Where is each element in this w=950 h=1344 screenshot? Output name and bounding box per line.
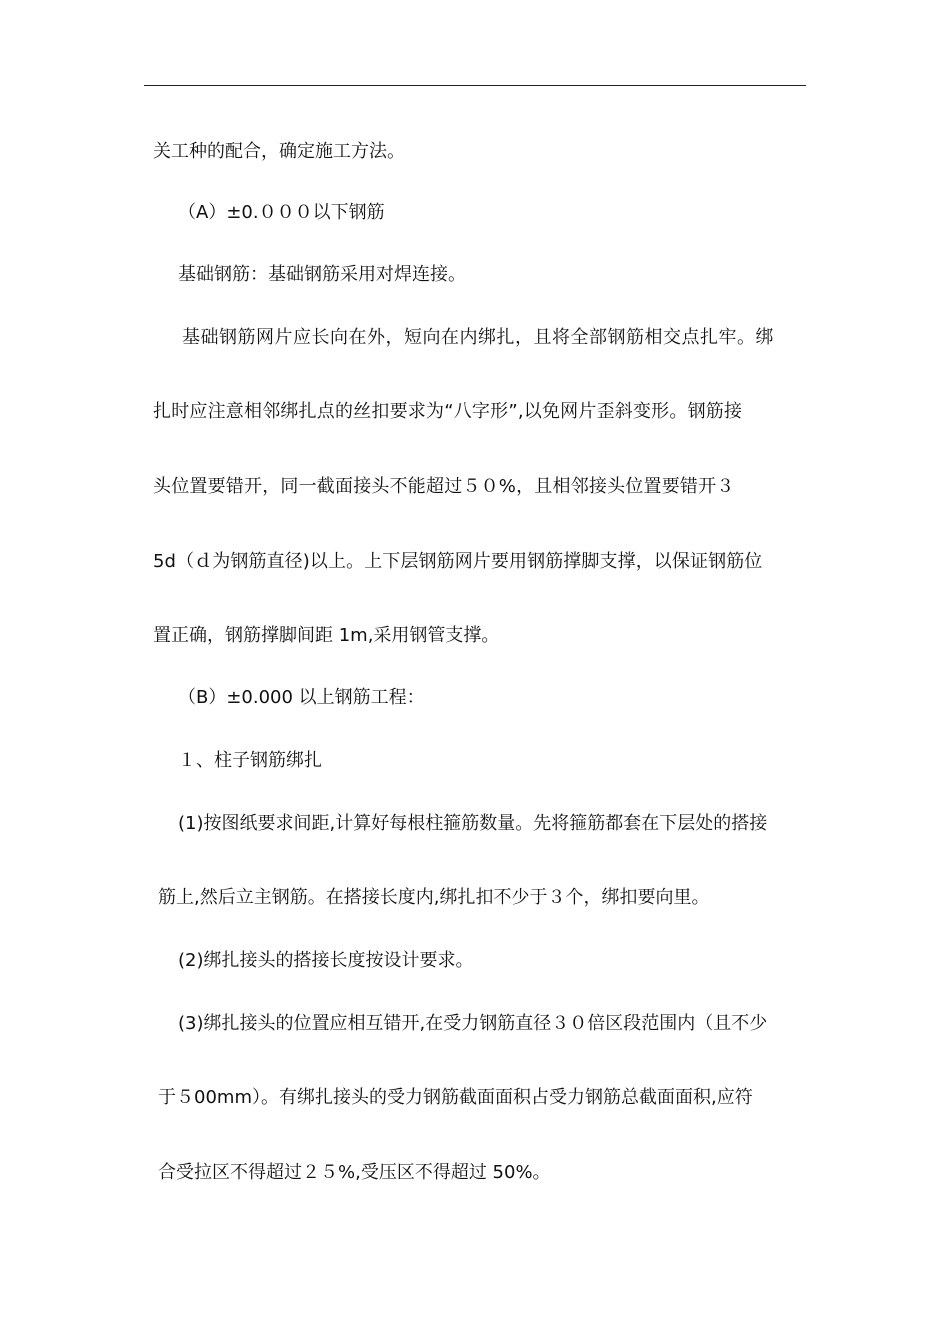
section-heading-b: （B）±0.000 以上钢筋工程：: [178, 687, 425, 708]
paragraph-line: 头位置要错开，同一截面接头不能超过５０%，且相邻接头位置要错开３: [153, 476, 735, 497]
section-heading-a: （A）±0.０００以下钢筋: [178, 202, 385, 223]
subsection-heading: １、柱子钢筋绑扎: [178, 750, 322, 771]
paragraph-line: 筋上,然后立主钢筋。在搭接长度内,绑扎扣不少于３个，绑扣要向里。: [158, 887, 710, 908]
paragraph-line: (3)绑扎接头的位置应相互错开,在受力钢筋直径３０倍区段范围内（且不少: [178, 1013, 768, 1034]
paragraph-line: 于５00mm）。有绑扎接头的受力钢筋截面面积占受力钢筋总截面面积,应符: [158, 1087, 753, 1108]
header-rule: [144, 85, 806, 86]
paragraph-line: 关工种的配合，确定施工方法。: [153, 141, 405, 162]
paragraph-line: 5d（ｄ为钢筋直径)以上。上下层钢筋网片要用钢筋撑脚支撑，以保证钢筋位: [153, 551, 763, 572]
paragraph-line: (1)按图纸要求间距,计算好每根柱箍筋数量。先将箍筋都套在下层处的搭接: [178, 813, 768, 834]
paragraph-line: 合受拉区不得超过２５%,受压区不得超过 50%。: [158, 1162, 551, 1183]
paragraph-line: 基础钢筋网片应长向在外，短向在内绑扎，且将全部钢筋相交点扎牢。绑: [182, 327, 774, 348]
paragraph-line: 扎时应注意相邻绑扎点的丝扣要求为“八字形”,以免网片歪斜变形。钢筋接: [153, 401, 743, 422]
paragraph-line: 置正确，钢筋撑脚间距 1m,采用钢管支撑。: [153, 625, 500, 646]
paragraph-line: 基础钢筋：基础钢筋采用对焊连接。: [178, 264, 466, 285]
paragraph-line: (2)绑扎接头的搭接长度按设计要求。: [178, 950, 474, 971]
